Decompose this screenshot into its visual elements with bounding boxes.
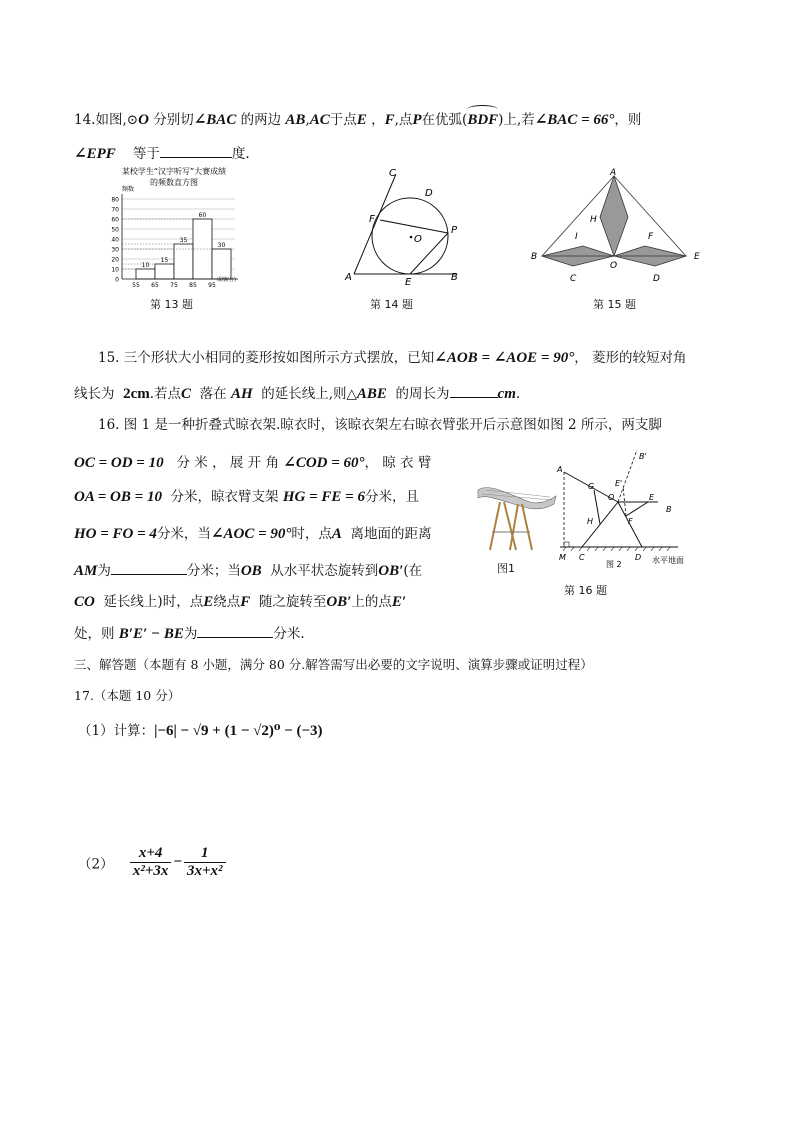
hist-ylabel: 频数 — [122, 186, 135, 193]
circle-o — [372, 198, 448, 274]
label-b: B — [451, 272, 458, 283]
center-dot — [410, 236, 413, 239]
caption-15: 第 15 题 — [593, 298, 636, 311]
q15-line1: 15. 三个形状大小相同的菱形按如图所示方式摆放，已知∠AOB = ∠AOE = 90°， 菱形的较短对角 — [98, 350, 687, 366]
label-a16: A — [557, 465, 563, 474]
label-p: P — [451, 225, 458, 236]
section3-title: 三、解答题（本题有 8 小题，满分 80 分.解答需写出必要的文字说明、演算步骤或证明过程） — [74, 657, 593, 672]
figure-16-diagram — [552, 446, 702, 570]
y-tick-label: 30 — [111, 246, 119, 254]
label-e: E — [405, 277, 412, 286]
label-c15: C — [570, 274, 577, 284]
rack-leg — [490, 502, 500, 550]
right-angle-m — [564, 542, 569, 547]
label-g16: G — [588, 482, 595, 491]
line-ac — [354, 174, 396, 274]
label-c: C — [389, 168, 396, 179]
caption-fig2: 图 2 — [606, 560, 622, 569]
label-o: O — [414, 234, 422, 245]
y-tick-label: 50 — [111, 226, 119, 234]
label-o16: O — [608, 493, 615, 502]
y-tick-label: 60 — [111, 216, 119, 224]
x-tick-label: 95 — [208, 282, 216, 288]
label-m16: M — [559, 553, 566, 562]
hist-xlabel: 成绩(分) — [217, 277, 236, 283]
label-h16: H — [587, 517, 594, 526]
label-f15: F — [648, 232, 654, 242]
label-d15: D — [653, 274, 660, 284]
label-eprime16: E' — [615, 479, 623, 488]
hist-xticks — [132, 282, 216, 288]
caption-13: 第 13 题 — [150, 298, 193, 311]
bar-value-label: 60 — [198, 212, 207, 219]
brace-fe — [626, 502, 648, 516]
label-h15: H — [590, 215, 597, 225]
hist-bar — [155, 264, 174, 279]
arc-bdf: BDF — [467, 112, 498, 128]
hist-bar — [212, 249, 231, 279]
fraction-2: $\frac{1}{\text{3x+x²}}$ — [184, 845, 226, 880]
figure-15 — [528, 166, 712, 288]
q14-line2: ∠EPF 等于 度. — [74, 143, 250, 164]
hist-title-1: 某校学生“汉字听写”大赛成绩 — [121, 167, 227, 176]
y-tick-label: 40 — [111, 236, 119, 244]
hist-bars — [122, 212, 231, 279]
caption-ground: 水平地面 — [652, 556, 684, 565]
label-e16: E — [649, 493, 655, 502]
y-tick-label: 0 — [115, 276, 119, 284]
brace-hg — [594, 490, 600, 524]
bar-value-label: 15 — [160, 257, 169, 264]
q16-line2: OC = OD = 10 分 米 ， 展 开 角 ∠COD = 60°， 晾 衣 臂 — [74, 455, 432, 471]
y-tick-label: 80 — [111, 196, 119, 204]
caption-16: 第 16 题 — [564, 584, 607, 597]
q16-line3: OA = OB = 10 分米，晾衣臂支架 HG = FE = 6分米，且 — [74, 489, 419, 505]
q17-part1: （1）计算：|−6| − √9 + (1 − √2)⁰ − (−3) — [78, 723, 323, 739]
x-tick-label: 65 — [151, 282, 159, 288]
bar-value-label: 35 — [179, 237, 188, 244]
q17-part2: （2） $\frac{x+4}{\text{x²+3x}}$ − $\frac{1}{\text{3x+x²}}$ — [78, 845, 228, 880]
ground-hatch — [563, 547, 670, 551]
label-a: A — [345, 272, 352, 283]
clothes-rack-photo — [470, 476, 560, 556]
label-b15: B — [531, 252, 538, 262]
q15-line2: 线长为 2cm.若点C 落在 AH 的延长线上,则△ABE 的周长为 cm. — [74, 383, 520, 404]
label-i15: I — [575, 232, 578, 242]
x-tick-label: 85 — [189, 282, 197, 288]
label-c16: C — [579, 553, 585, 562]
caption-fig1: 图1 — [497, 562, 515, 575]
y-tick-label: 70 — [111, 206, 119, 214]
caption-14: 第 14 题 — [370, 298, 413, 311]
answer-blank — [160, 143, 232, 158]
q17-title: 17.（本题 10 分） — [74, 688, 181, 703]
label-bprime16: B' — [639, 452, 647, 461]
hist-yticks — [111, 197, 119, 284]
y-tick-label: 10 — [111, 266, 119, 274]
segment-fp — [380, 220, 448, 233]
q16-line5: AM为 分米；当OB 从水平状态旋转到OB′(在 — [74, 560, 422, 581]
y-tick-label: 20 — [111, 256, 119, 264]
label-f16: F — [628, 517, 633, 526]
label-b16: B — [666, 505, 672, 514]
bar-value-label: 10 — [141, 262, 150, 269]
label-d16: D — [635, 553, 642, 562]
hist-bar — [174, 244, 193, 279]
q16-line4: HO = FO = 4分米，当∠AOC = 90°时，点A 离地面的距离 — [74, 526, 432, 542]
q14-line1: 14.如图,⊙O 分别切∠BAC 的两边 AB,AC于点E ，F,点P在优弧( BDF)上,若∠BAC = 66°，则 — [74, 110, 641, 130]
arm-obprime — [618, 450, 637, 502]
label-f: F — [369, 214, 375, 225]
x-tick-label: 55 — [132, 282, 140, 288]
hist-bar — [136, 269, 155, 279]
label-d: D — [425, 188, 433, 199]
hist-title-2: 的频数直方图 — [150, 178, 198, 187]
q16-line6: CO 延长线上)时，点E绕点F 随之旋转至OB′上的点E′ — [74, 594, 407, 610]
q16-line7: 处，则 B′E′ − BE为 分米. — [74, 623, 305, 644]
x-tick-label: 75 — [170, 282, 178, 288]
histogram-figure — [100, 164, 250, 288]
fraction-1: $\frac{x+4}{\text{x²+3x}}$ — [130, 845, 172, 880]
label-e15: E — [694, 252, 700, 262]
bar-value-label: 30 — [217, 242, 226, 249]
label-o15: O — [610, 261, 618, 271]
q16-line1: 16. 图 1 是一种折叠式晾衣架.晾衣时，该晾衣架左右晾衣臂张开后示意图如图 2 所示，两支脚 — [98, 417, 662, 433]
figure-14 — [340, 166, 470, 286]
rhombus-top — [600, 176, 628, 256]
rack-leg — [522, 504, 532, 550]
label-a15: A — [610, 168, 617, 178]
